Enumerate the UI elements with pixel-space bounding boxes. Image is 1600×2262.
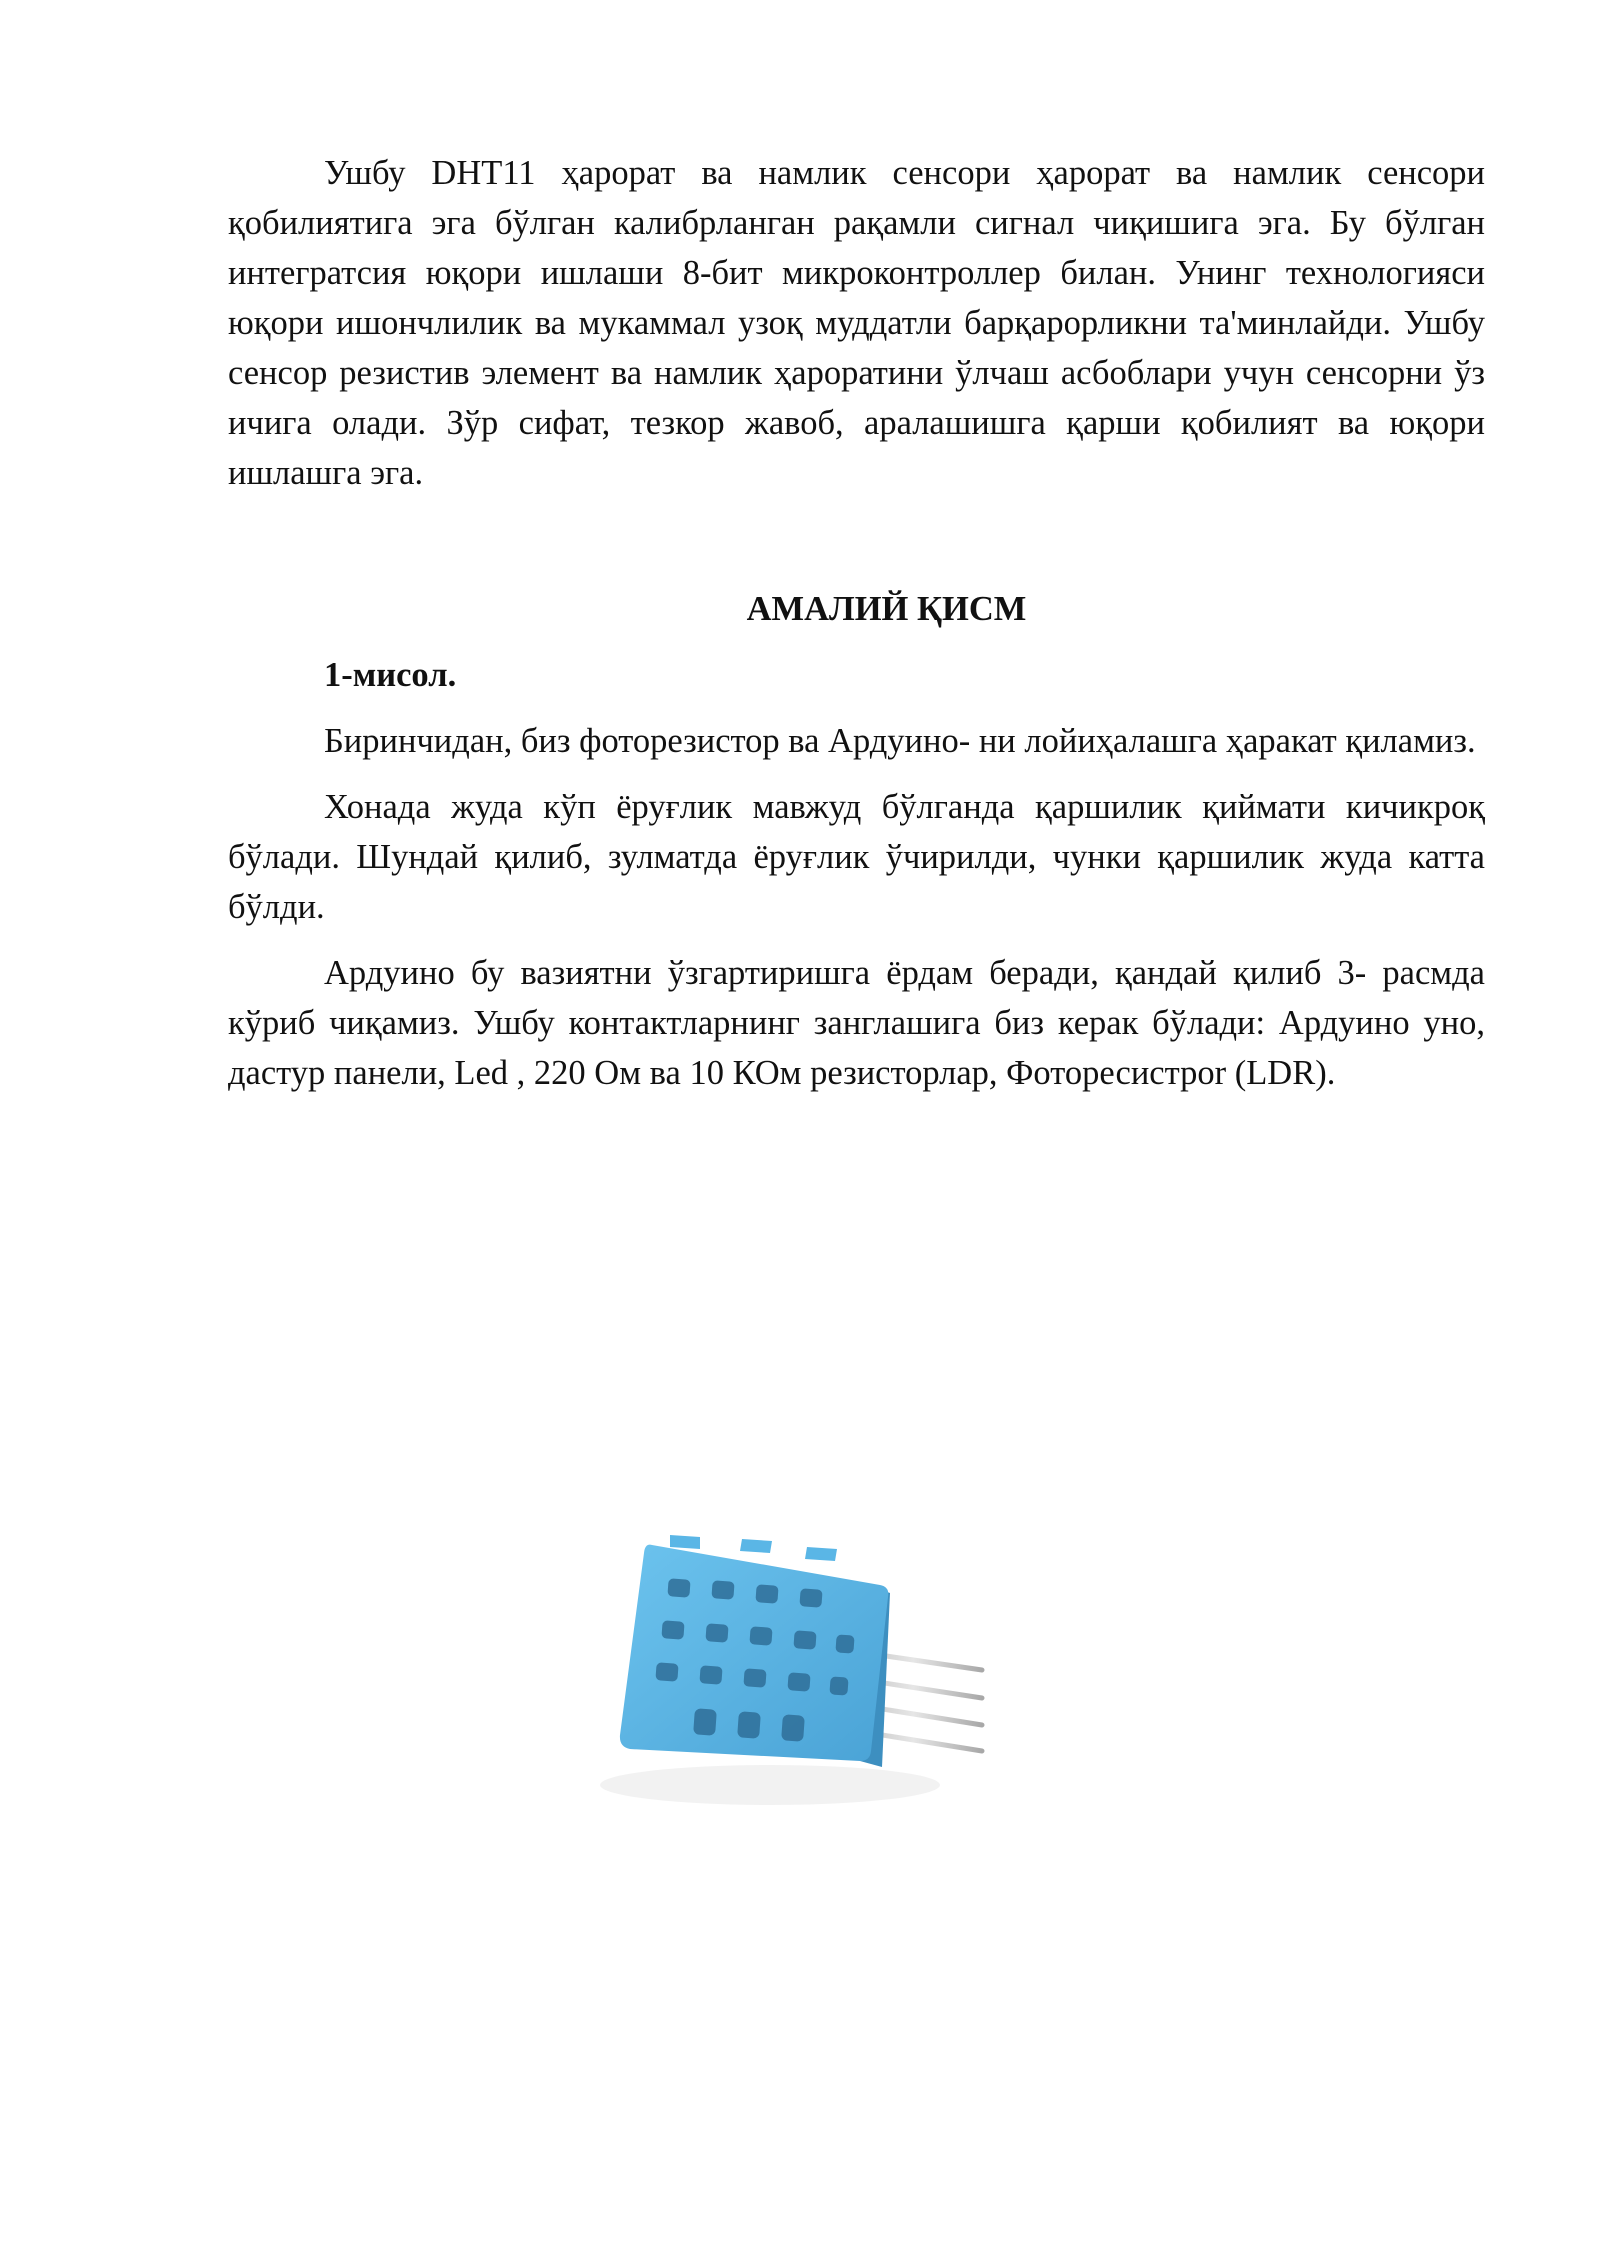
dht11-sensor-icon <box>590 1535 1040 1845</box>
intro-paragraph: Ушбу DHT11 ҳарорат ва намлик сенсори ҳарорат ва намлик сенсори қобилиятига эга бўлган калибрланган рақамли сигнал чиқишига эга. Бу бўлган интегратсия юқори ишлаши 8-бит микроконтроллер билан. Унинг технологияси юқори ишончлилик ва мукаммал узоқ муддатли барқарорликни та'минлайди. Ушбу сенсор резистив элемент ва намлик ҳароратини ўлчаш асбоблари учун сенсорни ўз ичига олади. Зўр сифат, тезкор жавоб, аралашишга қарши қобилият ва юқори ишлашга эга. <box>228 154 1485 492</box>
paragraph-light-resistance: Хонада жуда кўп ёруғлик мавжуд бўлганда қаршилик қиймати кичикроқ бўлади. Шундай қилиб, зулматда ёруғлик ўчирилди, чунки қаршилик жуда катта бўлди. <box>228 788 1485 926</box>
dht11-sensor-figure <box>590 1535 1040 1845</box>
paragraph-components: Ардуино бу вазиятни ўзгартиришга ёрдам беради, қандай қилиб 3- расмда кўриб чиқамиз. Ушбу контактларнинг занглашига биз керак бўлади: Ардуино уно, дастур панели, Led , 220 Ом ва 10 КОм резисторлар, Фоторесистрor (LDR). <box>228 954 1485 1092</box>
paragraph-photoresistor: Биринчидан, биз фоторезистор ва Ардуино- ни лойиҳалашга ҳаракат қиламиз. <box>324 722 1476 760</box>
section-heading: АМАЛИЙ ҚИСМ <box>746 590 1027 628</box>
document-page <box>228 148 1485 1098</box>
example-label: 1-мисол. <box>324 656 457 694</box>
